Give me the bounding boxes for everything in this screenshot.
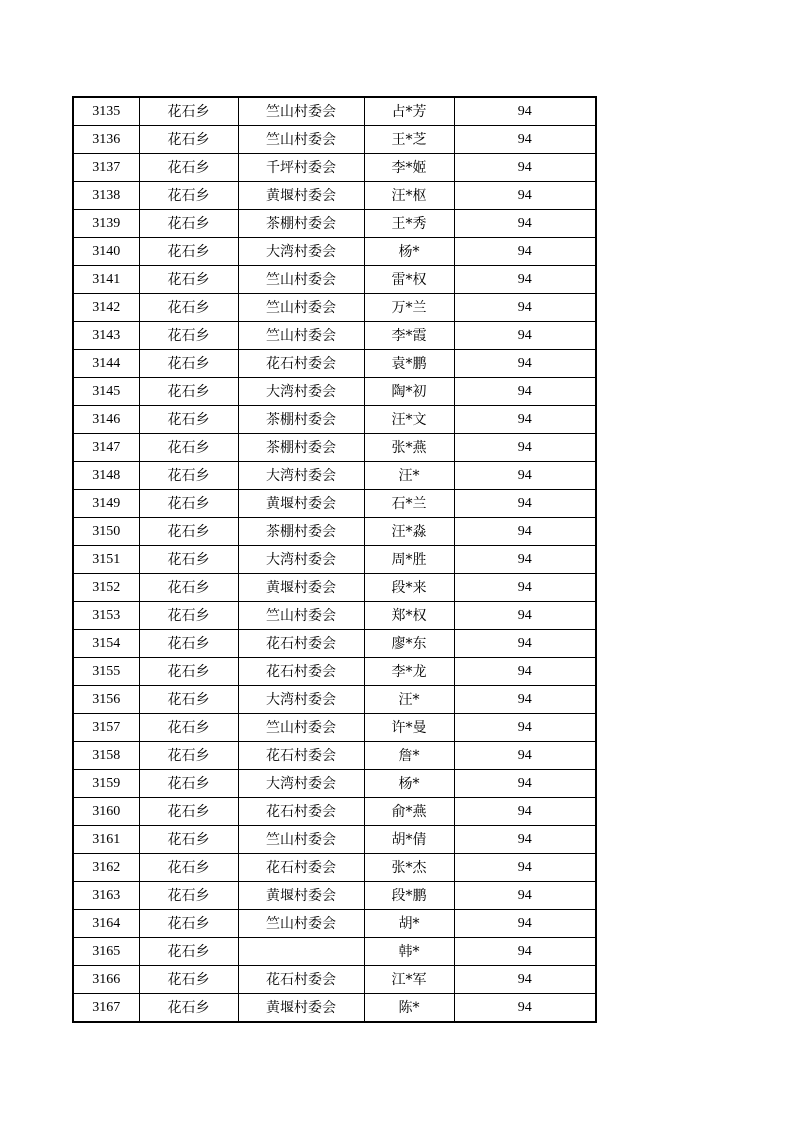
person-name-cell: 詹* [364,742,454,770]
village-committee-cell: 黄堰村委会 [238,574,364,602]
score-cell: 94 [454,966,596,994]
score-cell: 94 [454,126,596,154]
table-row [73,238,596,266]
serial-number-cell: 3159 [73,770,139,798]
township-cell: 花石乡 [139,238,238,266]
village-committee-cell: 花石村委会 [238,350,364,378]
village-committee-cell: 竺山村委会 [238,126,364,154]
score-cell: 94 [454,854,596,882]
person-name-cell: 韩* [364,938,454,966]
serial-number-cell: 3139 [73,210,139,238]
serial-number-cell: 3164 [73,910,139,938]
score-cell: 94 [454,97,596,126]
table-row [73,378,596,406]
township-cell: 花石乡 [139,518,238,546]
score-cell: 94 [454,294,596,322]
table-row [73,714,596,742]
person-name-cell: 汪*枢 [364,182,454,210]
village-committee-cell: 大湾村委会 [238,378,364,406]
score-cell: 94 [454,210,596,238]
village-committee-cell: 大湾村委会 [238,770,364,798]
serial-number-cell: 3141 [73,266,139,294]
village-committee-cell: 大湾村委会 [238,546,364,574]
score-cell: 94 [454,714,596,742]
table-row [73,602,596,630]
township-cell: 花石乡 [139,266,238,294]
score-cell: 94 [454,798,596,826]
village-committee-cell: 大湾村委会 [238,462,364,490]
serial-number-cell: 3160 [73,798,139,826]
person-name-cell: 江*军 [364,966,454,994]
village-committee-cell: 竺山村委会 [238,714,364,742]
township-cell: 花石乡 [139,770,238,798]
village-committee-cell: 竺山村委会 [238,602,364,630]
village-committee-cell: 竺山村委会 [238,322,364,350]
score-cell: 94 [454,406,596,434]
table-row [73,322,596,350]
serial-number-cell: 3149 [73,490,139,518]
township-cell: 花石乡 [139,322,238,350]
serial-number-cell: 3153 [73,602,139,630]
score-cell: 94 [454,266,596,294]
person-name-cell: 汪* [364,462,454,490]
village-committee-cell: 黄堰村委会 [238,994,364,1023]
village-committee-cell: 大湾村委会 [238,238,364,266]
village-committee-cell: 茶棚村委会 [238,210,364,238]
township-cell: 花石乡 [139,630,238,658]
person-name-cell: 许*曼 [364,714,454,742]
person-name-cell: 郑*权 [364,602,454,630]
village-committee-cell: 竺山村委会 [238,266,364,294]
table-row [73,546,596,574]
table-row [73,994,596,1023]
table-row [73,406,596,434]
person-name-cell: 俞*燕 [364,798,454,826]
village-committee-cell: 竺山村委会 [238,910,364,938]
village-committee-cell: 千坪村委会 [238,154,364,182]
township-cell: 花石乡 [139,686,238,714]
serial-number-cell: 3135 [73,97,139,126]
serial-number-cell: 3156 [73,686,139,714]
score-cell: 94 [454,462,596,490]
person-name-cell: 万*兰 [364,294,454,322]
township-cell: 花石乡 [139,546,238,574]
village-committee-cell: 竺山村委会 [238,826,364,854]
table-row [73,770,596,798]
serial-number-cell: 3152 [73,574,139,602]
score-cell: 94 [454,350,596,378]
table-row [73,826,596,854]
serial-number-cell: 3138 [73,182,139,210]
serial-number-cell: 3158 [73,742,139,770]
serial-number-cell: 3147 [73,434,139,462]
township-cell: 花石乡 [139,826,238,854]
person-name-cell: 陈* [364,994,454,1023]
score-cell: 94 [454,378,596,406]
village-committee-cell: 黄堰村委会 [238,882,364,910]
township-cell: 花石乡 [139,658,238,686]
person-name-cell: 李*龙 [364,658,454,686]
person-name-cell: 李*姬 [364,154,454,182]
township-cell: 花石乡 [139,798,238,826]
person-name-cell: 王*秀 [364,210,454,238]
village-committee-cell: 花石村委会 [238,798,364,826]
records-table [72,96,597,1023]
score-cell: 94 [454,546,596,574]
person-name-cell: 李*霞 [364,322,454,350]
person-name-cell: 王*芝 [364,126,454,154]
village-committee-cell: 花石村委会 [238,742,364,770]
table-row [73,350,596,378]
person-name-cell: 汪*淼 [364,518,454,546]
serial-number-cell: 3140 [73,238,139,266]
person-name-cell: 石*兰 [364,490,454,518]
score-cell: 94 [454,938,596,966]
village-committee-cell [238,938,364,966]
person-name-cell: 占*芳 [364,97,454,126]
table-row [73,854,596,882]
village-committee-cell: 黄堰村委会 [238,490,364,518]
score-cell: 94 [454,182,596,210]
table-row [73,742,596,770]
serial-number-cell: 3142 [73,294,139,322]
score-cell: 94 [454,686,596,714]
township-cell: 花石乡 [139,406,238,434]
person-name-cell: 雷*权 [364,266,454,294]
serial-number-cell: 3154 [73,630,139,658]
score-cell: 94 [454,882,596,910]
township-cell: 花石乡 [139,294,238,322]
village-committee-cell: 茶棚村委会 [238,406,364,434]
village-committee-cell: 茶棚村委会 [238,518,364,546]
score-cell: 94 [454,826,596,854]
person-name-cell: 汪* [364,686,454,714]
serial-number-cell: 3167 [73,994,139,1023]
score-cell: 94 [454,154,596,182]
score-cell: 94 [454,742,596,770]
village-committee-cell: 茶棚村委会 [238,434,364,462]
person-name-cell: 杨* [364,238,454,266]
serial-number-cell: 3150 [73,518,139,546]
township-cell: 花石乡 [139,882,238,910]
township-cell: 花石乡 [139,462,238,490]
table-row [73,574,596,602]
village-committee-cell: 花石村委会 [238,966,364,994]
township-cell: 花石乡 [139,854,238,882]
village-committee-cell: 竺山村委会 [238,97,364,126]
serial-number-cell: 3166 [73,966,139,994]
township-cell: 花石乡 [139,154,238,182]
serial-number-cell: 3146 [73,406,139,434]
person-name-cell: 杨* [364,770,454,798]
township-cell: 花石乡 [139,350,238,378]
table-row [73,294,596,322]
village-committee-cell: 花石村委会 [238,630,364,658]
table-row [73,938,596,966]
township-cell: 花石乡 [139,938,238,966]
table-row [73,966,596,994]
table-row [73,658,596,686]
serial-number-cell: 3157 [73,714,139,742]
table-row [73,686,596,714]
table-row [73,630,596,658]
person-name-cell: 胡* [364,910,454,938]
score-cell: 94 [454,602,596,630]
person-name-cell: 段*鹏 [364,882,454,910]
table-row [73,434,596,462]
township-cell: 花石乡 [139,742,238,770]
township-cell: 花石乡 [139,97,238,126]
table-row [73,154,596,182]
serial-number-cell: 3143 [73,322,139,350]
serial-number-cell: 3161 [73,826,139,854]
serial-number-cell: 3137 [73,154,139,182]
records-table-body [73,97,596,1022]
village-committee-cell: 竺山村委会 [238,294,364,322]
score-cell: 94 [454,322,596,350]
village-committee-cell: 黄堰村委会 [238,182,364,210]
serial-number-cell: 3163 [73,882,139,910]
township-cell: 花石乡 [139,210,238,238]
person-name-cell: 胡*倩 [364,826,454,854]
table-row [73,182,596,210]
township-cell: 花石乡 [139,910,238,938]
serial-number-cell: 3148 [73,462,139,490]
person-name-cell: 段*来 [364,574,454,602]
village-committee-cell: 大湾村委会 [238,686,364,714]
person-name-cell: 陶*初 [364,378,454,406]
serial-number-cell: 3151 [73,546,139,574]
table-row [73,798,596,826]
table-row [73,97,596,126]
serial-number-cell: 3145 [73,378,139,406]
township-cell: 花石乡 [139,378,238,406]
score-cell: 94 [454,238,596,266]
serial-number-cell: 3165 [73,938,139,966]
score-cell: 94 [454,434,596,462]
township-cell: 花石乡 [139,434,238,462]
township-cell: 花石乡 [139,574,238,602]
score-cell: 94 [454,574,596,602]
score-cell: 94 [454,994,596,1023]
township-cell: 花石乡 [139,994,238,1023]
person-name-cell: 廖*东 [364,630,454,658]
township-cell: 花石乡 [139,966,238,994]
township-cell: 花石乡 [139,126,238,154]
person-name-cell: 周*胜 [364,546,454,574]
score-cell: 94 [454,910,596,938]
township-cell: 花石乡 [139,490,238,518]
person-name-cell: 汪*文 [364,406,454,434]
score-cell: 94 [454,630,596,658]
township-cell: 花石乡 [139,602,238,630]
township-cell: 花石乡 [139,182,238,210]
table-row [73,518,596,546]
table-row [73,882,596,910]
person-name-cell: 张*杰 [364,854,454,882]
serial-number-cell: 3136 [73,126,139,154]
village-committee-cell: 花石村委会 [238,854,364,882]
table-row [73,462,596,490]
township-cell: 花石乡 [139,714,238,742]
serial-number-cell: 3162 [73,854,139,882]
person-name-cell: 袁*鹏 [364,350,454,378]
table-row [73,266,596,294]
score-cell: 94 [454,518,596,546]
score-cell: 94 [454,658,596,686]
serial-number-cell: 3155 [73,658,139,686]
table-row [73,126,596,154]
village-committee-cell: 花石村委会 [238,658,364,686]
table-row [73,490,596,518]
table-row [73,210,596,238]
score-cell: 94 [454,490,596,518]
score-cell: 94 [454,770,596,798]
serial-number-cell: 3144 [73,350,139,378]
person-name-cell: 张*燕 [364,434,454,462]
table-row [73,910,596,938]
